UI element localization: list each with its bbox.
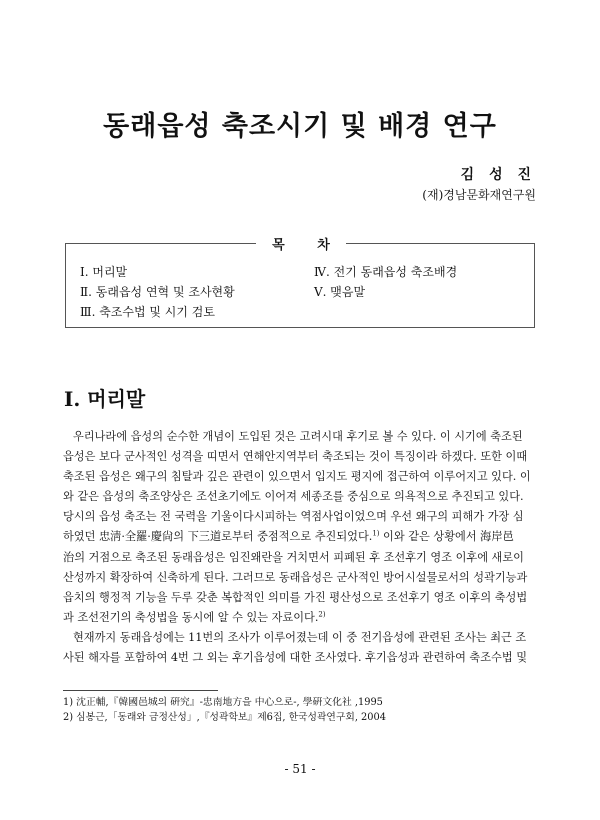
body-line: 축조된 읍성은 왜구의 침탈과 깊은 관련이 있으면서 입지도 평지에 접근하여 이루어지고 있다. 이	[63, 470, 531, 484]
body-text	[63, 427, 537, 668]
toc-heading: 목 차	[256, 234, 346, 253]
toc-item: Ⅰ. 머리말	[80, 265, 128, 279]
body-line: 우리나라에 읍성의 순수한 개념이 도입된 것은 고려시대 후기로 볼 수 있다. 이 시기에 축조된	[73, 430, 523, 443]
body-line: 治의 거점으로 축조된 동래읍성은 임진왜란을 거치면서 피폐된 후 조선후기 영조 이후에 새로이	[63, 550, 524, 564]
body-line-text: 하였던 忠淸·全羅·慶尙의 下三道로부터 중점적으로 추진되었다.	[63, 530, 373, 544]
footnote-ref-1[interactable]: 1)	[372, 529, 380, 538]
footnote-ref-2[interactable]: 2)	[318, 610, 326, 619]
footnotes	[63, 696, 543, 725]
toc-item: Ⅳ. 전기 동래읍성 축조배경	[314, 265, 458, 279]
paper-title: 동래읍성 축조시기 및 배경 연구	[103, 111, 497, 142]
body-line	[63, 608, 537, 628]
footnote-1: 1) 沈正輔,『韓國邑城의 硏究』-忠南地方을 中心으로-, 學硏文化社 ,1995	[63, 697, 383, 708]
toc-right-column	[314, 262, 457, 302]
body-line-text: 과 조선전기의 축성법을 동시에 알 수 있는 자료이다.	[63, 610, 319, 624]
footnote-2: 2) 심봉근,「동래와 금정산성」,『성곽학보』제6집, 한국성곽연구회, 2004	[63, 711, 386, 723]
body-line-text: 이와 같은 상황에서 海岸邑	[379, 530, 514, 544]
table-of-contents	[65, 238, 535, 328]
body-line: 사된 해자를 포함하여 4번 그 외는 후기읍성에 대한 조사였다. 후기읍성과 관련하여 축조수법 및	[63, 651, 528, 665]
body-line: 당시의 읍성 축조는 전 국력을 기울이다시피하는 역점사업이었으며 우선 왜구의 피해가 가장 심	[63, 510, 524, 524]
body-line: 와 같은 읍성의 축조양상은 조선초기에도 이어져 세종조를 중심으로 의욕적으로 추진되고 있다.	[63, 490, 524, 504]
toc-item: Ⅲ. 축조수법 및 시기 검토	[80, 305, 215, 319]
body-line: 현재까지 동래읍성에는 11번의 조사가 이루어졌는데 이 중 전기읍성에 관련된 조사는 최근 조	[73, 630, 527, 644]
section-heading: Ⅰ. 머리말	[64, 387, 146, 411]
body-line: 읍성은 보다 군사적인 성격을 띠면서 연해안지역부터 축조되는 것이 특징이라 하겠다. 또한 이때	[63, 450, 528, 464]
author-name: 김 성 진	[460, 167, 536, 183]
page-number: - 51 -	[284, 762, 316, 776]
toc-left-column	[80, 262, 235, 322]
body-line: 산성까지 확장하여 신축하게 된다. 그러므로 동래읍성은 군사적인 방어시설물로서의 성곽기능과	[63, 570, 528, 584]
body-line: 읍치의 행정적 기능을 두루 갖춘 복합적인 의미를 가진 평산성으로 조선후기 영조 이후의 축성법	[63, 590, 528, 604]
author-affiliation: (재)경남문화재연구원	[422, 188, 536, 202]
footnote-divider	[63, 690, 218, 691]
toc-item: Ⅴ. 맺음말	[314, 285, 366, 299]
toc-item: Ⅱ. 동래읍성 연혁 및 조사현황	[80, 285, 235, 299]
body-line	[63, 527, 537, 547]
